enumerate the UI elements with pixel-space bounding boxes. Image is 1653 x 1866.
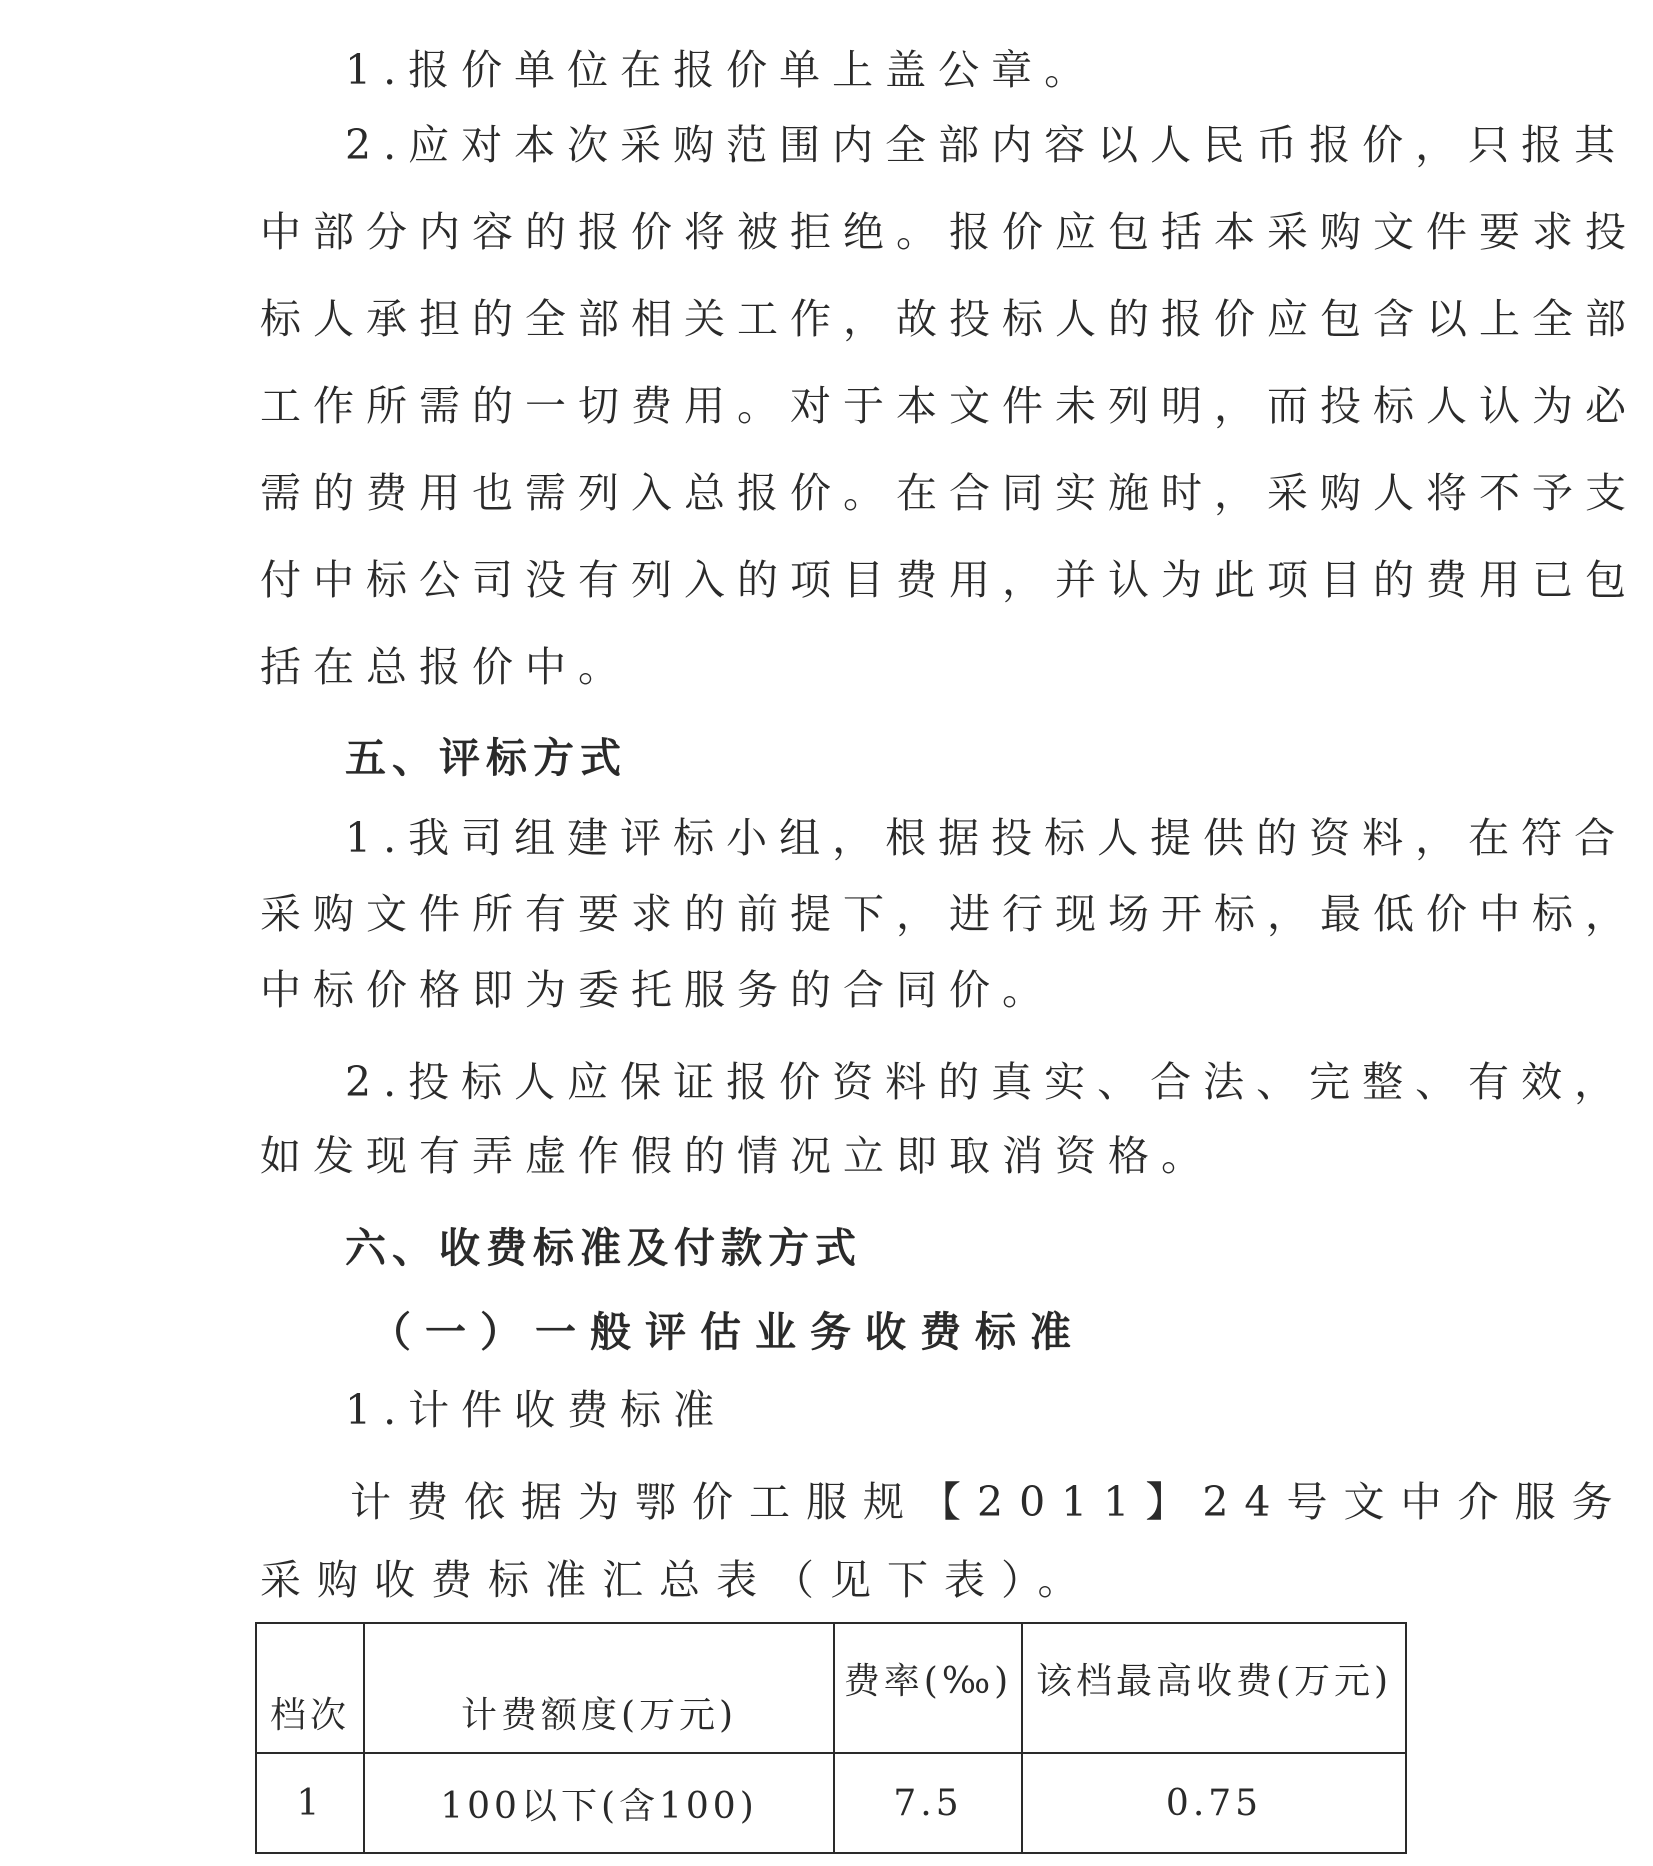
header-amount: 计费额度(万元)	[364, 1623, 834, 1753]
paragraph-line: 计费依据为鄂价工服规【2011】24号文中介服务	[350, 1478, 1629, 1526]
paragraph-line: 1.计件收费标准	[345, 1386, 727, 1434]
cell-amount: 100以下(含100)	[364, 1753, 834, 1853]
paragraph-line: 标人承担的全部相关工作，故投标人的报价应包含以上全部	[260, 295, 1638, 343]
cell-rate: 7.5	[834, 1753, 1022, 1853]
header-tier: 档次	[256, 1623, 364, 1753]
table-header-row	[256, 1623, 1406, 1753]
section-heading-fees: 六、收费标准及付款方式	[345, 1224, 862, 1272]
paragraph-line: 工作所需的一切费用。对于本文件未列明，而投标人认为必	[260, 382, 1638, 430]
table-row	[256, 1753, 1406, 1853]
paragraph-line: 1.报价单位在报价单上盖公章。	[345, 46, 1098, 94]
cell-tier: 1	[256, 1753, 364, 1853]
header-rate: 费率(‰)	[834, 1623, 1022, 1753]
section-heading-evaluation: 五、评标方式	[345, 734, 627, 782]
fee-standard-table	[255, 1622, 1407, 1854]
paragraph-line: 中标价格即为委托服务的合同价。	[260, 966, 1055, 1014]
paragraph-line: 如发现有弄虚作假的情况立即取消资格。	[260, 1132, 1214, 1180]
cell-max-fee: 0.75	[1022, 1753, 1406, 1853]
paragraph-line: 中部分内容的报价将被拒绝。报价应包括本采购文件要求投	[260, 208, 1638, 256]
paragraph-line: 采购文件所有要求的前提下，进行现场开标，最低价中标，	[260, 890, 1638, 938]
paragraph-line: 2.应对本次采购范围内全部内容以人民币报价，只报其	[345, 121, 1628, 169]
paragraph-line: 付中标公司没有列入的项目费用，并认为此项目的费用已包	[260, 556, 1638, 604]
paragraph-line: 括在总报价中。	[260, 643, 631, 691]
subsection-heading: （一）一般评估业务收费标准	[370, 1308, 1085, 1356]
paragraph-line: 2.投标人应保证报价资料的真实、合法、完整、有效，	[345, 1058, 1628, 1106]
paragraph-line: 采购收费标准汇总表（见下表）。	[260, 1556, 1095, 1604]
header-max-fee: 该档最高收费(万元)	[1022, 1623, 1406, 1753]
paragraph-line: 需的费用也需列入总报价。在合同实施时，采购人将不予支	[260, 469, 1638, 517]
paragraph-line: 1.我司组建评标小组，根据投标人提供的资料，在符合	[345, 814, 1628, 862]
